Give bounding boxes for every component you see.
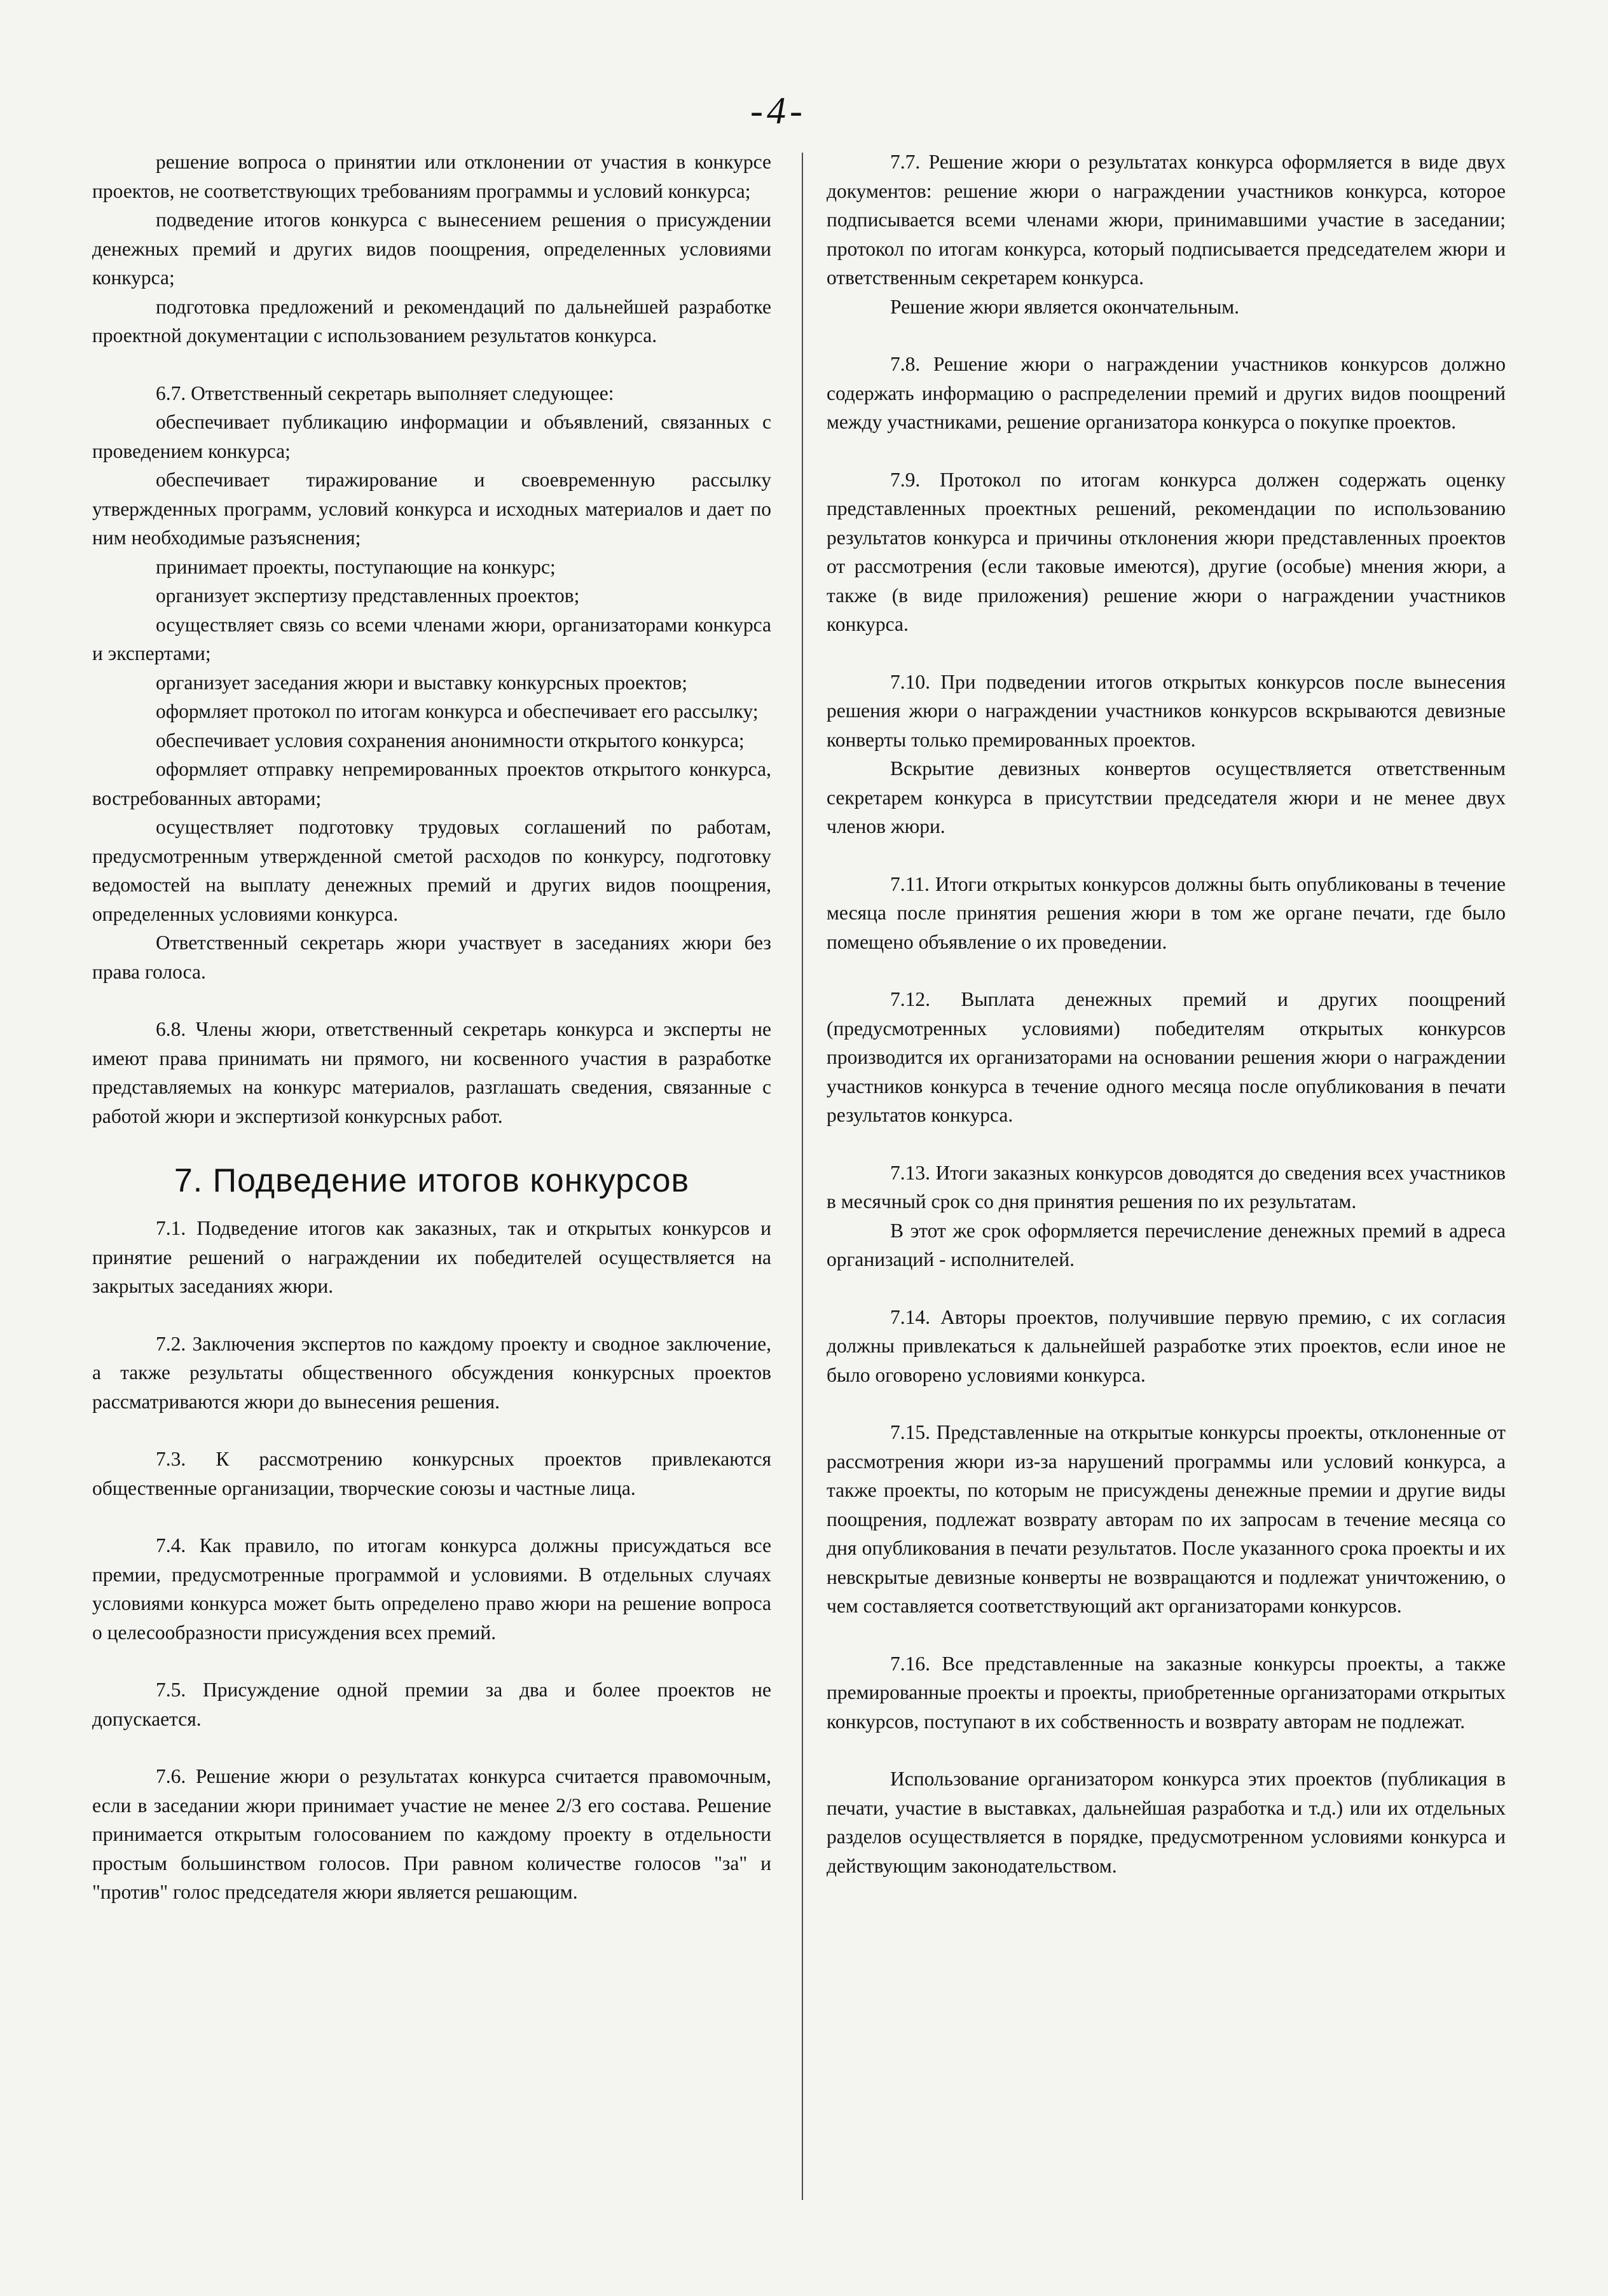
paragraph: 7.7. Решение жюри о результатах конкурса оформляется в виде двух документов: решение жюри о награждении участников конкурса, которое подписывается всеми членами жюри, принимавшими участие в заседании; протокол по итогам конкурса, который подписывается председателем жюри и ответственным секретарем конкурса.	[827, 151, 1506, 289]
section-7-11	[827, 870, 1506, 957]
paragraph: 7.9. Протокол по итогам конкурса должен содержать оценку представленных проектных решений, рекомендации по использованию результатов конкурса и причины отклонения жюри представленных проектов от рассмотрения (если таковые имеются), другие (особые) мнения жюри, а также (в виде приложения) решение жюри о награждении участников конкурса.	[827, 468, 1506, 635]
column-divider	[802, 153, 803, 2200]
paragraph: оформляет отправку непремированных проектов открытого конкурса, востребованных авторами;	[92, 758, 771, 809]
paragraph: 7.15. Представленные на открытые конкурсы проекты, отклоненные от рассмотрения жюри из-за нарушений программы или условий конкурса, а также проекты, по которым не присуждены денежные премии и другие виды поощрения, подлежат возврату авторам по их запросам в течение месяца со дня опубликования в печати результатов. После указанного срока проекты и их невскрытые девизные конверты не возвращаются и подлежат уничтожению, о чем составляется соответствующий акт организаторами конкурсов.	[827, 1421, 1506, 1617]
paragraph: подведение итогов конкурса с вынесением решения о присуждении денежных премий и других видов поощрения, определенных условиями конкурса;	[92, 209, 771, 289]
paragraph: 7.10. При подведении итогов открытых конкурсов после вынесения решения жюри о награждении участников конкурсов вскрываются девизные конверты только премированных проектов.	[827, 670, 1506, 751]
section-7-12	[827, 985, 1506, 1130]
paragraph: обеспечивает условия сохранения анонимности открытого конкурса;	[156, 729, 745, 752]
paragraph: 7.3. К рассмотрению конкурсных проектов привлекаются общественные организации, творческие союзы и частные лица.	[92, 1448, 771, 1499]
paragraph: принимает проекты, поступающие на конкурс;	[156, 555, 556, 578]
paragraph: организует заседания жюри и выставку конкурсных проектов;	[156, 671, 687, 694]
section-7-8	[827, 350, 1506, 437]
section-7-9	[827, 465, 1506, 639]
intro-list	[92, 148, 771, 350]
right-column	[827, 148, 1506, 1909]
section-6-8	[92, 1015, 771, 1131]
paragraph: подготовка предложений и рекомендаций по дальнейшей разработке проектной документации с использованием результатов конкурса.	[92, 295, 771, 347]
paragraph: решение вопроса о принятии или отклонении от участия в конкурсе проектов, не соответствующих требованиям программы и условий конкурса;	[92, 151, 771, 202]
paragraph: 7.6. Решение жюри о результатах конкурса считается правомочным, если в заседании жюри принимает участие не менее 2/3 его состава. Решение принимается открытым голосованием по каждому проекту в отдельности простым большинством голосов. При равном количестве голосов "за" и "против" голос председателя жюри является решающим.	[92, 1765, 771, 1903]
paragraph: осуществляет подготовку трудовых соглашений по работам, предусмотренным утвержденной сметой расходов по конкурсу, подготовку ведомостей на выплату денежных премий и других видов поощрения, определенных условиями конкурса.	[92, 816, 771, 925]
section-7-13	[827, 1158, 1506, 1274]
paragraph: 7.4. Как правило, по итогам конкурса должны присуждаться все премии, предусмотренные программой и условиями. В отдельных случаях условиями конкурса может быть определено право жюри на решение вопроса о целесообразности присуждения всех премий.	[92, 1534, 771, 1644]
page-number: -4-	[750, 90, 806, 132]
section-7-heading: 7. Подведение итогов конкурсов	[174, 1162, 690, 1199]
paragraph: 7.5. Присуждение одной премии за два и более проектов не допускается.	[92, 1679, 771, 1730]
paragraph: 7.16. Все представленные на заказные конкурсы проекты, а также премированные проекты и проекты, приобретенные организаторами открытых конкурсов, поступают в их собственность и возврату авторам не подлежат.	[827, 1652, 1506, 1733]
section-7-16	[827, 1649, 1506, 1736]
paragraph: 7.13. Итоги заказных конкурсов доводятся до сведения всех участников в месячный срок со дня принятия решения по их результатам.	[827, 1161, 1506, 1213]
section-7-6	[92, 1762, 771, 1907]
paragraph: Решение жюри является окончательным.	[890, 295, 1240, 318]
paragraph: 7.12. Выплата денежных премий и других поощрений (предусмотренных условиями) победителям открытых конкурсов производится их организаторами на основании решения жюри о награждении участников конкурса в течение одного месяца после опубликования в печати результатов конкурса.	[827, 988, 1506, 1126]
paragraph: 7.2. Заключения экспертов по каждому проекту и сводное заключение, а также результаты общественного обсуждения конкурсных проектов рассматриваются жюри до вынесения решения.	[92, 1332, 771, 1413]
section-7-15	[827, 1418, 1506, 1621]
paragraph: осуществляет связь со всеми членами жюри, организаторами конкурса и экспертами;	[92, 613, 771, 664]
paragraph: обеспечивает тиражирование и своевременную рассылку утвержденных программ, условий конкурса и исходных материалов и дает по ним необходимые разъяснения;	[92, 469, 771, 549]
paragraph: 7.14. Авторы проектов, получившие первую премию, с их согласия должны привлекаться к дальнейшей разработке этих проектов, если иное не было оговорено условиями конкурса.	[827, 1305, 1506, 1386]
section-7-10	[827, 668, 1506, 841]
paragraph: обеспечивает публикацию информации и объявлений, связанных с проведением конкурса;	[92, 411, 771, 462]
section-7-7	[827, 148, 1506, 321]
paragraph: Ответственный секретарь жюри участвует в заседаниях жюри без права голоса.	[92, 931, 771, 983]
paragraph: 7.8. Решение жюри о награждении участников конкурсов должно содержать информацию о распределении премий и других видов поощрений между участниками, решение организатора конкурса о покупке проектов.	[827, 353, 1506, 433]
paragraph: Вскрытие девизных конвертов осуществляется ответственным секретарем конкурса в присутствии председателя жюри и не менее двух членов жюри.	[827, 757, 1506, 837]
section-7-1	[92, 1214, 771, 1301]
paragraph: В этот же срок оформляется перечисление денежных премий в адреса организаций - исполнителей.	[827, 1219, 1506, 1270]
section-7-3	[92, 1445, 771, 1502]
paragraph: 7.11. Итоги открытых конкурсов должны быть опубликованы в течение месяца после принятия решения жюри в том же органе печати, где было помещено объявление о их проведении.	[827, 872, 1506, 953]
section-7-14	[827, 1303, 1506, 1390]
section-6-7	[92, 379, 771, 987]
section-7-5	[92, 1675, 771, 1733]
section-7-4	[92, 1531, 771, 1647]
paragraph: организует экспертизу представленных проектов;	[156, 584, 580, 607]
paragraph: 6.7. Ответственный секретарь выполняет следующее:	[156, 382, 614, 404]
closing-paragraph	[827, 1764, 1506, 1880]
paragraph: 6.8. Члены жюри, ответственный секретарь конкурса и эксперты не имеют права принимать ни прямого, ни косвенного участия в разработке представляемых на конкурс материалов, разглашать сведения, связанные с работой жюри и экспертизой конкурсных работ.	[92, 1018, 771, 1127]
paragraph: Использование организатором конкурса этих проектов (публикация в печати, участие в выставках, дальнейшая разработка и т.д.) или их отдельных разделов осуществляется в порядке, предусмотренном условиями конкурса и действующим законодательством.	[827, 1768, 1506, 1877]
section-7-2	[92, 1330, 771, 1417]
paragraph: оформляет протокол по итогам конкурса и обеспечивает его рассылку;	[156, 700, 759, 722]
left-column	[92, 148, 771, 1935]
paragraph: 7.1. Подведение итогов как заказных, так и открытых конкурсов и принятие решений о награждении их победителей осуществляется на закрытых заседаниях жюри.	[92, 1217, 771, 1297]
